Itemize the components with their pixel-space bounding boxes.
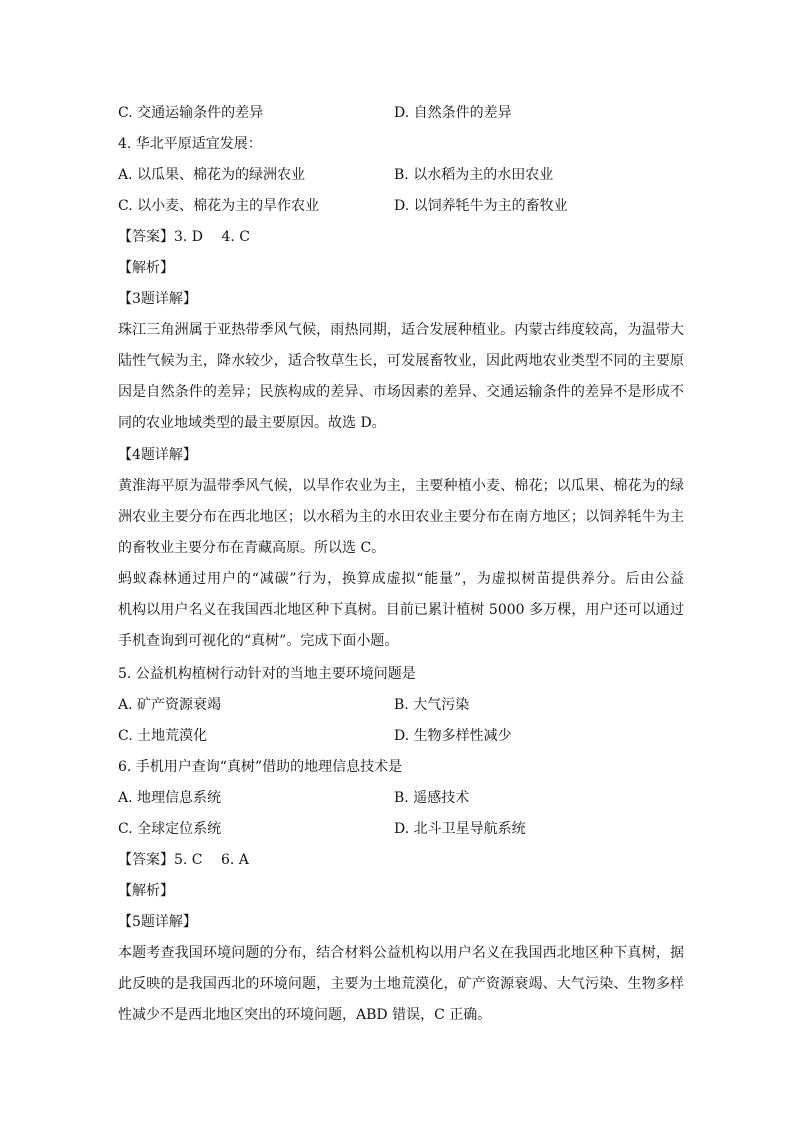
q5-stem: 5. 公益机构植树行动针对的当地主要环境问题是 [118, 666, 416, 682]
q3-detail-heading: 【3题详解】 [118, 291, 197, 307]
q4-detail-line: 洲农业主要分布在西北地区；以水稻为主的水田农业主要分布在南方地区；以饲养牦牛为主 [118, 509, 684, 525]
q5-detail-line: 本题考查我国环境问题的分布，结合材料公益机构以用户名义在我国西北地区种下真树，据 [118, 945, 684, 961]
material-line: 手机查询到可视化的“真树”。完成下面小题。 [118, 633, 399, 649]
q6-option-a: A. 地理信息系统 [118, 790, 222, 806]
q5-detail-heading: 【5题详解】 [118, 914, 197, 930]
q4-stem: 4. 华北平原适宜发展： [118, 136, 262, 152]
q5-option-a: A. 矿产资源衰竭 [118, 697, 222, 713]
q5-detail-line: 此反映的是我国西北的环境问题，主要为土地荒漠化，矿产资源衰竭、大气污染、生物多样 [118, 976, 684, 992]
q6-option-c: C. 全球定位系统 [118, 821, 222, 837]
q3-detail-paragraph [118, 315, 684, 439]
q6-option-d: D. 北斗卫星导航系统 [394, 821, 526, 837]
q3-detail-line: 因是自然条件的差异；民族构成的差异、市场因素的差异、交通运输条件的差异不是形成不 [118, 384, 684, 400]
q6-stem: 6. 手机用户查询“真树”借助的地理信息技术是 [118, 759, 403, 775]
answer-3-4: 【答案】3. D 4. C [118, 229, 251, 245]
q5-option-c: C. 土地荒漠化 [118, 728, 208, 744]
q3-detail-line: 同的农业地域类型的最主要原因。故选 D。 [118, 415, 386, 431]
analysis-heading-2: 【解析】 [118, 883, 174, 899]
q6-option-b: B. 遥感技术 [394, 790, 470, 806]
q5-detail-paragraph [118, 938, 684, 1031]
answer-5-6: 【答案】5. C 6. A [118, 852, 249, 868]
q5-option-b: B. 大气污染 [394, 697, 470, 713]
material-line: 机构以用户名义在我国西北地区种下真树。目前已累计植树 5000 多万棵，用户还可以通过 [118, 602, 684, 618]
material-line: 蚂蚁森林通过用户的“减碳”行为，换算成虚拟“能量”，为虚拟树苗提供养分。后由公益 [118, 571, 684, 587]
q3-detail-line: 珠江三角洲属于亚热带季风气候，雨热同期，适合发展种植业。内蒙古纬度较高，为温带大 [118, 322, 684, 338]
analysis-heading-1: 【解析】 [118, 260, 174, 276]
q3-option-c: C. 交通运输条件的差异 [118, 105, 264, 121]
q4-option-a: A. 以瓜果、棉花为的绿洲农业 [118, 167, 306, 183]
q4-option-c: C. 以小麦、棉花为主的旱作农业 [118, 198, 320, 214]
q5-option-d: D. 生物多样性减少 [394, 728, 512, 744]
q4-detail-paragraph [118, 471, 684, 564]
q4-option-b: B. 以水稻为主的水田农业 [394, 167, 554, 183]
q4-detail-line: 的畜牧业主要分布在青藏高原。所以选 C。 [118, 540, 386, 556]
material-paragraph [118, 564, 684, 657]
q3-option-d: D. 自然条件的差异 [394, 105, 512, 121]
q5-detail-line: 性减少不是西北地区突出的环境问题，ABD 错误，C 正确。 [118, 1007, 492, 1023]
q4-option-d: D. 以饲养牦牛为主的畜牧业 [394, 198, 568, 214]
q4-detail-heading: 【4题详解】 [118, 447, 197, 463]
q4-detail-line: 黄淮海平原为温带季风气候，以旱作农业为主，主要种植小麦、棉花；以瓜果、棉花为的绿 [118, 478, 684, 494]
q3-detail-line: 陆性气候为主，降水较少，适合牧草生长，可发展畜牧业，因此两地农业类型不同的主要原 [118, 353, 684, 369]
